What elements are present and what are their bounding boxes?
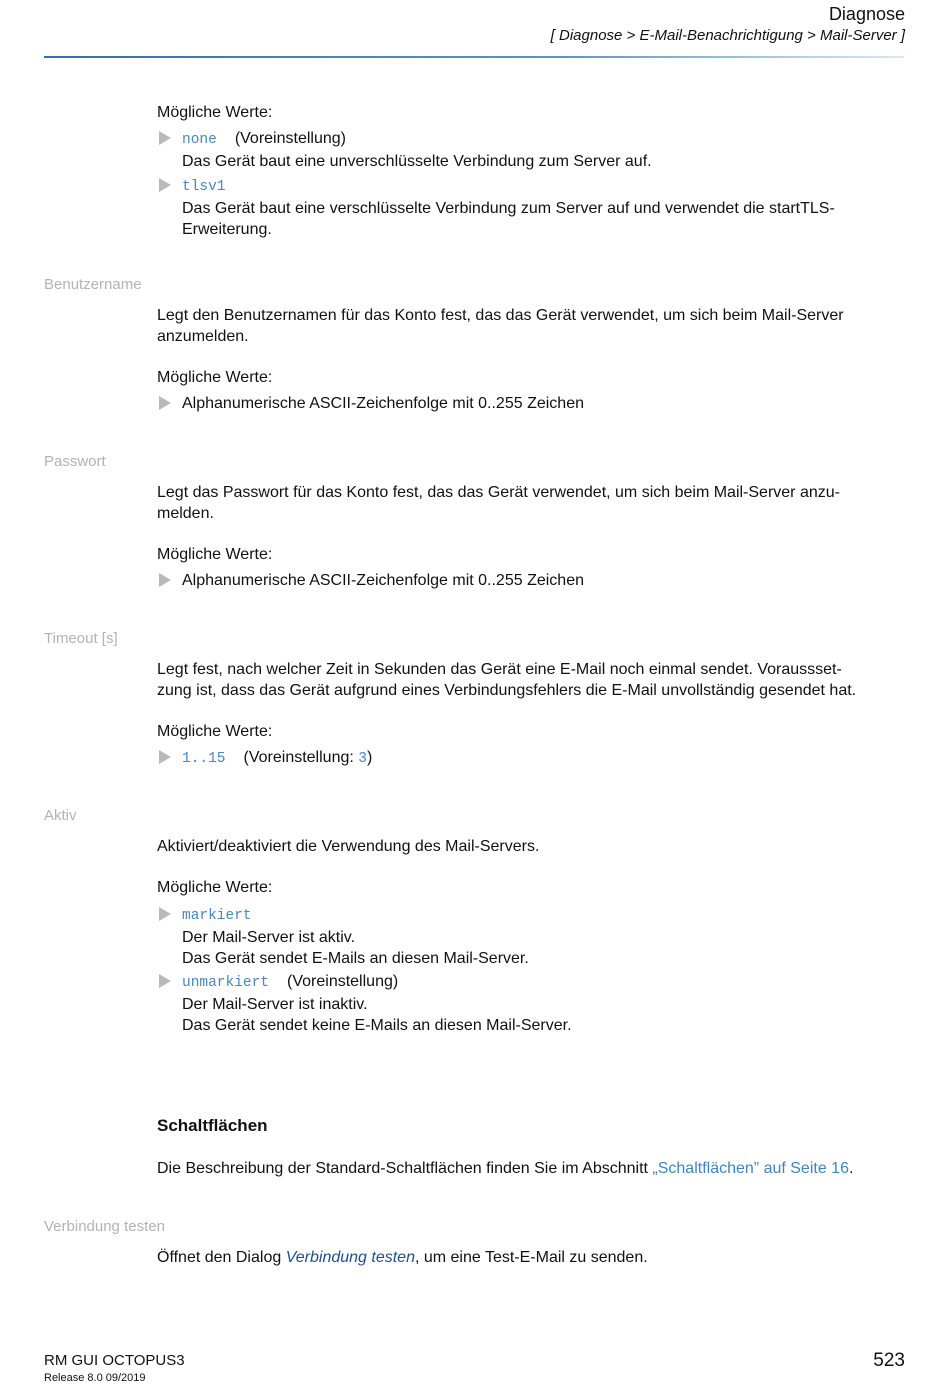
item-description: Das Gerät sendet E-Mails an diesen Mail-Server. (182, 950, 529, 967)
triangle-bullet-icon (159, 131, 171, 145)
page-reference-link[interactable]: „Schaltflächen” auf Seite 16 (652, 1160, 849, 1177)
list-item (157, 128, 912, 172)
param-label-timeout: Timeout [s] (44, 630, 118, 647)
list-item (157, 393, 912, 414)
buttons-desc-text: Die Beschreibung der Standard-Schaltflächen finden Sie im Abschnitt (157, 1160, 653, 1177)
possible-values-heading: Mögliche Werte: (157, 546, 273, 563)
item-description: Das Gerät baut eine unverschlüsselte Verbindung zum Server auf. (182, 153, 652, 170)
default-note-close: ) (366, 749, 373, 766)
possible-values-heading: Mögliche Werte: (157, 879, 273, 896)
param-label-username: Benutzername (44, 276, 142, 293)
default-note: (Voreinstellung: (243, 749, 359, 766)
triangle-bullet-icon (159, 573, 171, 587)
footer-release: Release 8.0 09/2019 (44, 1372, 146, 1384)
test-desc-text: Öffnet den Dialog (157, 1249, 286, 1266)
triangle-bullet-icon (159, 907, 171, 921)
possible-values-heading: Mögliche Werte: (157, 369, 273, 386)
header-divider (44, 56, 904, 58)
description-line: anzumelden. (157, 328, 249, 345)
value-code: 1..15 (182, 751, 226, 767)
item-description: Der Mail-Server ist aktiv. (182, 929, 356, 946)
default-note: (Voreinstellung) (234, 130, 346, 147)
description-line: melden. (157, 505, 214, 522)
triangle-bullet-icon (159, 396, 171, 410)
param-description (157, 659, 912, 701)
page-section-title: Diagnose (828, 4, 905, 24)
list-item (157, 570, 912, 591)
list-item (157, 971, 912, 1036)
triangle-bullet-icon (159, 974, 171, 988)
default-value-code: 3 (358, 751, 367, 767)
list-item (157, 747, 912, 770)
description-line: Legt fest, nach welcher Zeit in Sekunden das Gerät eine E-Mail noch einmal sendet. Voraussset- (157, 661, 842, 678)
param-label-active: Aktiv (44, 807, 77, 824)
item-description: Das Gerät sendet keine E-Mails an diesen Mail-Server. (182, 1017, 572, 1034)
description-line: Legt das Passwort für das Konto fest, das das Gerät verwendet, um sich beim Mail-Server anzu- (157, 484, 840, 501)
buttons-desc-end: . (848, 1160, 854, 1177)
list-item (157, 904, 912, 969)
description-line: zung ist, dass das Gerät aufgrund eines Verbindungsfehlers die E-Mail unvollständig gesendet hat. (157, 682, 857, 699)
item-description: Der Mail-Server ist inaktiv. (182, 996, 368, 1013)
value-code: none (182, 132, 217, 148)
default-note: (Voreinstellung) (287, 973, 399, 990)
param-label-password: Passwort (44, 453, 106, 470)
buttons-description (157, 1158, 912, 1179)
value-code: tlsv1 (182, 179, 226, 195)
item-description: Das Gerät baut eine verschlüsselte Verbindung zum Server auf und verwendet die startTLS- (182, 200, 835, 217)
param-description (157, 305, 912, 347)
value-code: unmarkiert (182, 975, 270, 991)
item-description: Erweiterung. (182, 221, 272, 238)
test-description (157, 1247, 912, 1268)
footer-product: RM GUI OCTOPUS3 (44, 1352, 185, 1369)
param-description (157, 482, 912, 524)
breadcrumb: [ Diagnose > E-Mail-Benachrichtigung > Mail-Server ] (550, 27, 905, 44)
value-text: Alphanumerische ASCII-Zeichenfolge mit 0..255 Zeichen (182, 572, 584, 589)
value-code: markiert (182, 908, 252, 924)
section-heading-buttons: Schaltflächen (157, 1116, 268, 1135)
list-item (157, 175, 912, 240)
triangle-bullet-icon (159, 750, 171, 764)
possible-values-heading: Mögliche Werte: (157, 104, 273, 121)
description-line: Legt den Benutzernamen für das Konto fest, das das Gerät verwendet, um sich beim Mail-Server (157, 307, 844, 324)
page-number: 523 (873, 1350, 905, 1371)
test-dialog-link[interactable]: Verbindung testen (285, 1249, 415, 1266)
possible-values-heading: Mögliche Werte: (157, 723, 273, 740)
value-text: Alphanumerische ASCII-Zeichenfolge mit 0..255 Zeichen (182, 395, 584, 412)
test-desc-end: , um eine Test-E-Mail zu senden. (414, 1249, 648, 1266)
param-description: Aktiviert/deaktiviert die Verwendung des Mail-Servers. (157, 838, 540, 855)
param-label-test-connection: Verbindung testen (44, 1218, 165, 1235)
triangle-bullet-icon (159, 178, 171, 192)
